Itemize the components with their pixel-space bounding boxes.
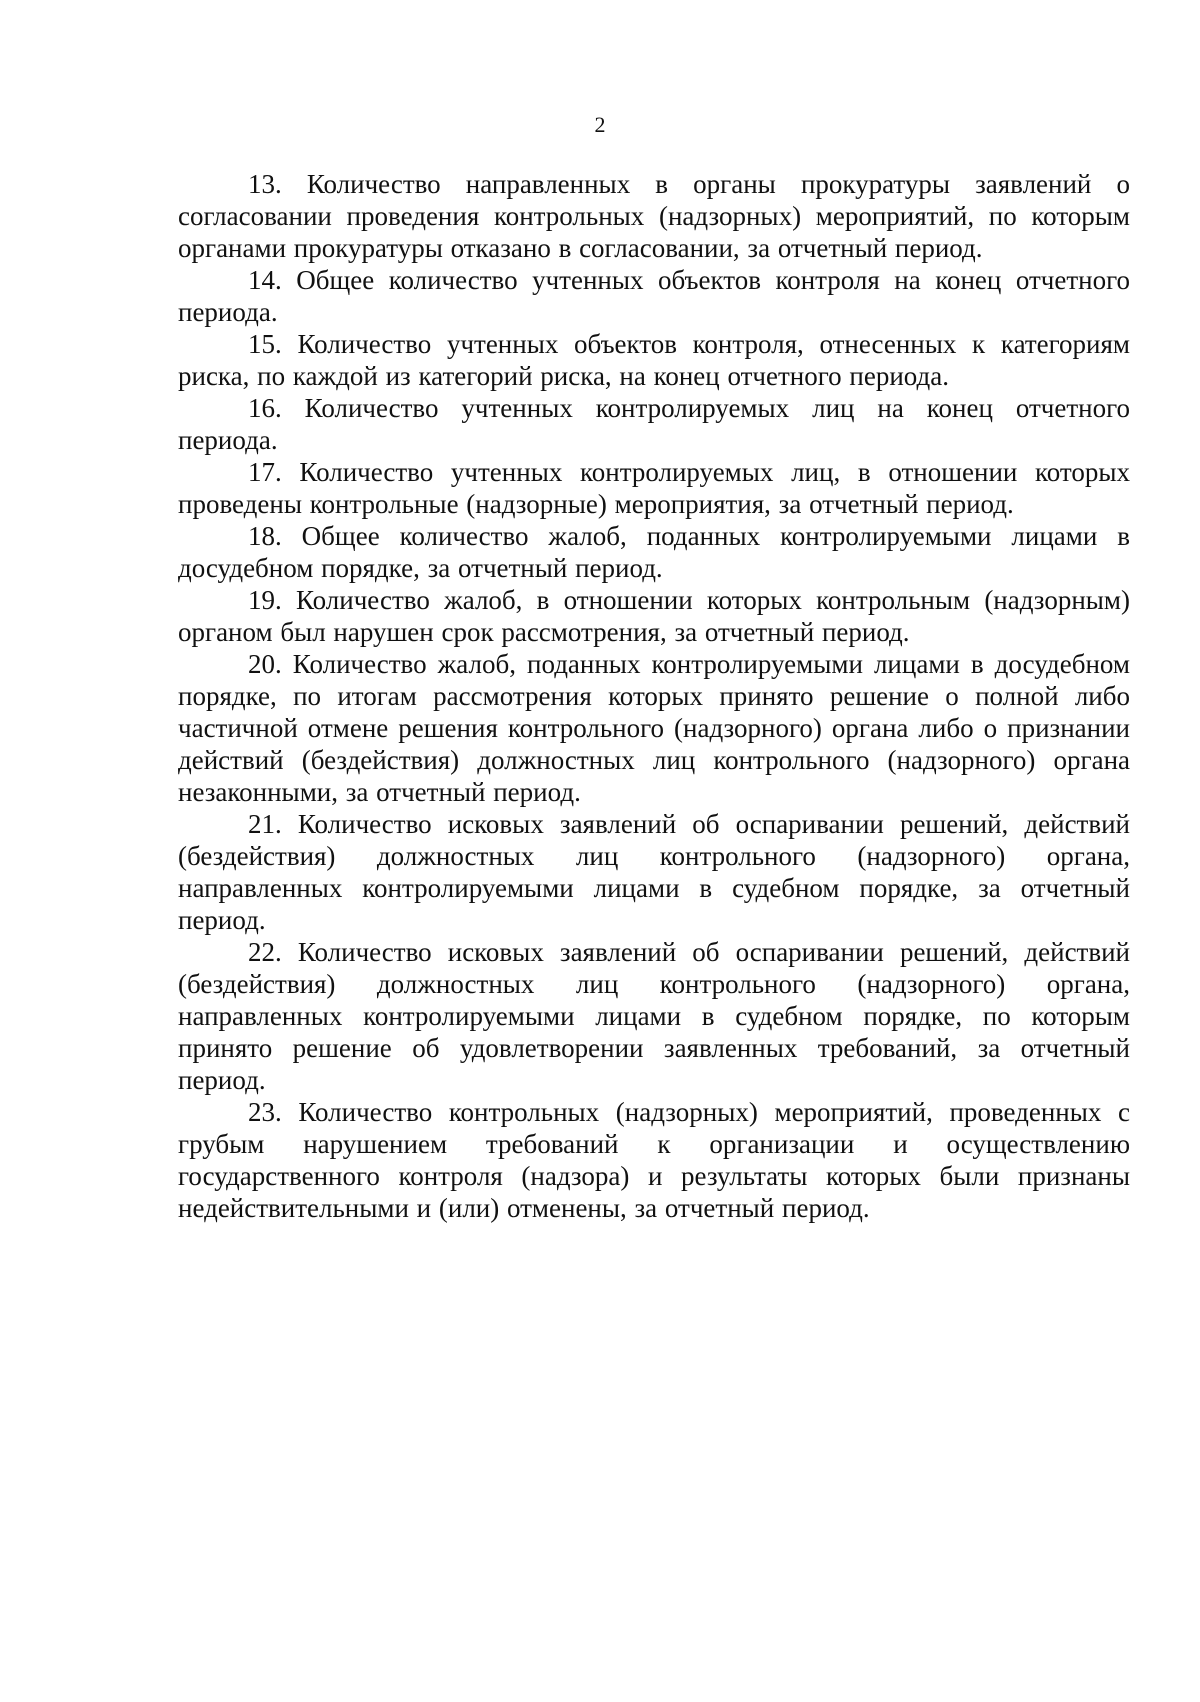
paragraph-item-16: 16. Количество учтенных контролируемых лиц на конец отчетного периода. xyxy=(178,393,1130,455)
document-body xyxy=(178,168,1130,1224)
paragraph-item-15: 15. Количество учтенных объектов контроля, отнесенных к категориям риска, по каждой из категорий риска, на конец отчетного периода. xyxy=(178,329,1130,391)
paragraph-item-14: 14. Общее количество учтенных объектов контроля на конец отчетного периода. xyxy=(178,265,1130,327)
paragraph-item-13: 13. Количество направленных в органы прокуратуры заявлений о согласовании проведения контрольных (надзорных) мероприятий, по которым органами прокуратуры отказано в согласовании, за отчетный период. xyxy=(178,169,1130,263)
page-number: 2 xyxy=(594,112,606,137)
paragraph-item-20: 20. Количество жалоб, поданных контролируемыми лицами в досудебном порядке, по итогам рассмотрения которых принято решение о полной либо частичной отмене решения контрольного (надзорного) органа либо о признании действий (бездействия) должностных лиц контрольного (надзорного) органа незаконными, за отчетный период. xyxy=(178,649,1130,807)
paragraph-item-19: 19. Количество жалоб, в отношении которых контрольным (надзорным) органом был нарушен срок рассмотрения, за отчетный период. xyxy=(178,585,1130,647)
paragraph-item-22: 22. Количество исковых заявлений об оспаривании решений, действий (бездействия) должностных лиц контрольного (надзорного) органа, направленных контролируемыми лицами в судебном порядке, по которым принято решение об удовлетворении заявленных требований, за отчетный период. xyxy=(178,937,1130,1095)
paragraph-item-23: 23. Количество контрольных (надзорных) мероприятий, проведенных с грубым нарушением требований к организации и осуществлению государственного контроля (надзора) и результаты которых были признаны недействительными и (или) отменены, за отчетный период. xyxy=(178,1097,1130,1223)
paragraph-item-21: 21. Количество исковых заявлений об оспаривании решений, действий (бездействия) должностных лиц контрольного (надзорного) органа, направленных контролируемыми лицами в судебном порядке, за отчетный период. xyxy=(178,809,1130,935)
paragraph-item-18: 18. Общее количество жалоб, поданных контролируемыми лицами в досудебном порядке, за отчетный период. xyxy=(178,521,1130,583)
paragraph-item-17: 17. Количество учтенных контролируемых лиц, в отношении которых проведены контрольные (надзорные) мероприятия, за отчетный период. xyxy=(178,457,1130,519)
